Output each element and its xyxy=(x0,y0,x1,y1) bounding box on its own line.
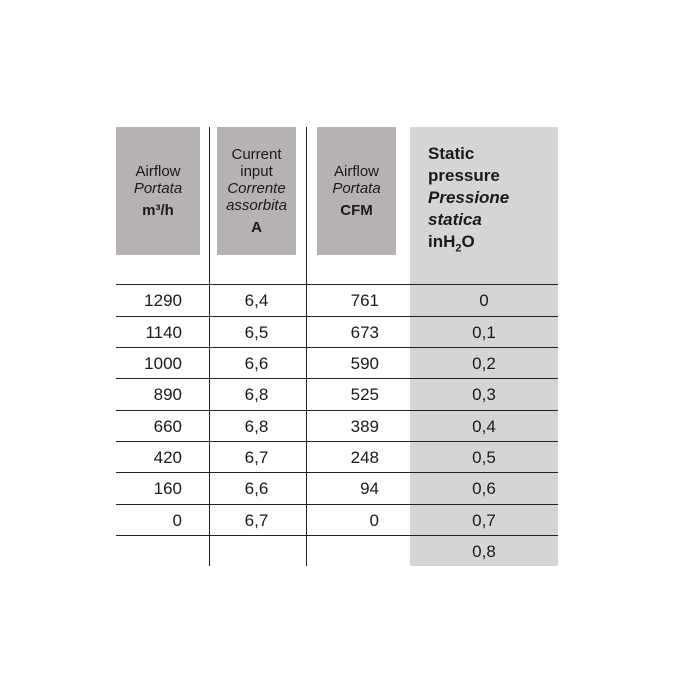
header-airflow-m3h-en: Airflow xyxy=(135,163,181,180)
table-row xyxy=(116,505,558,536)
cell-static-pressure: 0 xyxy=(479,291,489,310)
table-row xyxy=(116,411,558,442)
header-airflow-m3h xyxy=(116,127,200,255)
header-static-it1: Pressione xyxy=(428,188,510,207)
header-airflow-cfm-it: Portata xyxy=(332,180,381,197)
header-static-unit-prefix: inH xyxy=(428,232,456,251)
cell-airflow-cfm: 761 xyxy=(350,291,379,310)
cell-airflow-m3h: 160 xyxy=(153,479,182,498)
cell-airflow-cfm: 590 xyxy=(350,354,379,373)
header-static-pressure xyxy=(410,127,558,285)
cell-static-pressure: 0,6 xyxy=(472,479,496,498)
cell-current: 6,7 xyxy=(244,448,269,467)
header-current-it1: Corrente xyxy=(227,180,286,197)
header-airflow-cfm-unit: CFM xyxy=(340,202,373,219)
cell-airflow-cfm: 94 xyxy=(360,479,379,498)
header-static-unit-suffix: O xyxy=(461,232,475,251)
table-row xyxy=(116,285,558,316)
cell-current: 6,8 xyxy=(244,417,269,436)
cell-current: 6,6 xyxy=(244,479,269,498)
header-static-en1: Static xyxy=(428,144,475,163)
cell-static-pressure: 0,7 xyxy=(472,511,496,530)
cell-current: 6,4 xyxy=(244,291,269,310)
table-row xyxy=(116,473,558,504)
cell-static-pressure: 0,4 xyxy=(472,417,496,436)
header-airflow-m3h-unit: m³/h xyxy=(142,202,174,219)
cell-static-pressure: 0,2 xyxy=(472,354,496,373)
cell-airflow-m3h: 1140 xyxy=(145,323,182,342)
cell-airflow-m3h: 420 xyxy=(153,448,182,467)
table-row xyxy=(116,317,558,348)
cell-current: 6,6 xyxy=(244,354,269,373)
header-airflow-cfm-en: Airflow xyxy=(333,163,379,180)
cell-airflow-cfm: 0 xyxy=(369,511,379,530)
cell-static-pressure: 0,5 xyxy=(472,448,496,467)
table-row xyxy=(116,348,558,379)
cell-airflow-m3h xyxy=(116,536,182,567)
header-static-it2: statica xyxy=(428,210,482,229)
cell-airflow-m3h: 1290 xyxy=(144,291,182,310)
cell-airflow-cfm: 525 xyxy=(350,385,379,404)
header-current xyxy=(217,127,296,255)
header-airflow-cfm xyxy=(317,127,396,255)
cell-airflow-cfm: 389 xyxy=(350,417,379,436)
cell-airflow-cfm xyxy=(311,536,379,567)
cell-current: 6,7 xyxy=(244,511,269,530)
cell-airflow-m3h: 660 xyxy=(153,417,182,436)
cell-airflow-cfm: 248 xyxy=(350,448,379,467)
header-static-unit-sub: 2 xyxy=(455,242,462,255)
cell-airflow-m3h: 1000 xyxy=(144,354,182,373)
header-current-en2: input xyxy=(240,163,273,180)
cell-airflow-cfm: 673 xyxy=(350,323,379,342)
cell-static-pressure: 0,8 xyxy=(472,542,496,561)
header-airflow-m3h-it: Portata xyxy=(133,180,183,197)
header-current-en1: Current xyxy=(231,146,282,163)
cell-current xyxy=(217,536,296,567)
header-current-unit: A xyxy=(251,219,262,236)
cell-airflow-m3h: 890 xyxy=(153,385,182,404)
table-row xyxy=(116,379,558,410)
table-row xyxy=(116,536,558,567)
header-static-en2: pressure xyxy=(428,166,500,185)
header-static-unit xyxy=(428,231,558,259)
cell-current: 6,8 xyxy=(244,385,269,404)
cell-static-pressure: 0,1 xyxy=(472,323,496,342)
header-current-it2: assorbita xyxy=(226,197,287,214)
table-row xyxy=(116,442,558,473)
cell-static-pressure: 0,3 xyxy=(472,385,496,404)
cell-current: 6,5 xyxy=(244,323,269,342)
cell-airflow-m3h: 0 xyxy=(172,511,182,530)
